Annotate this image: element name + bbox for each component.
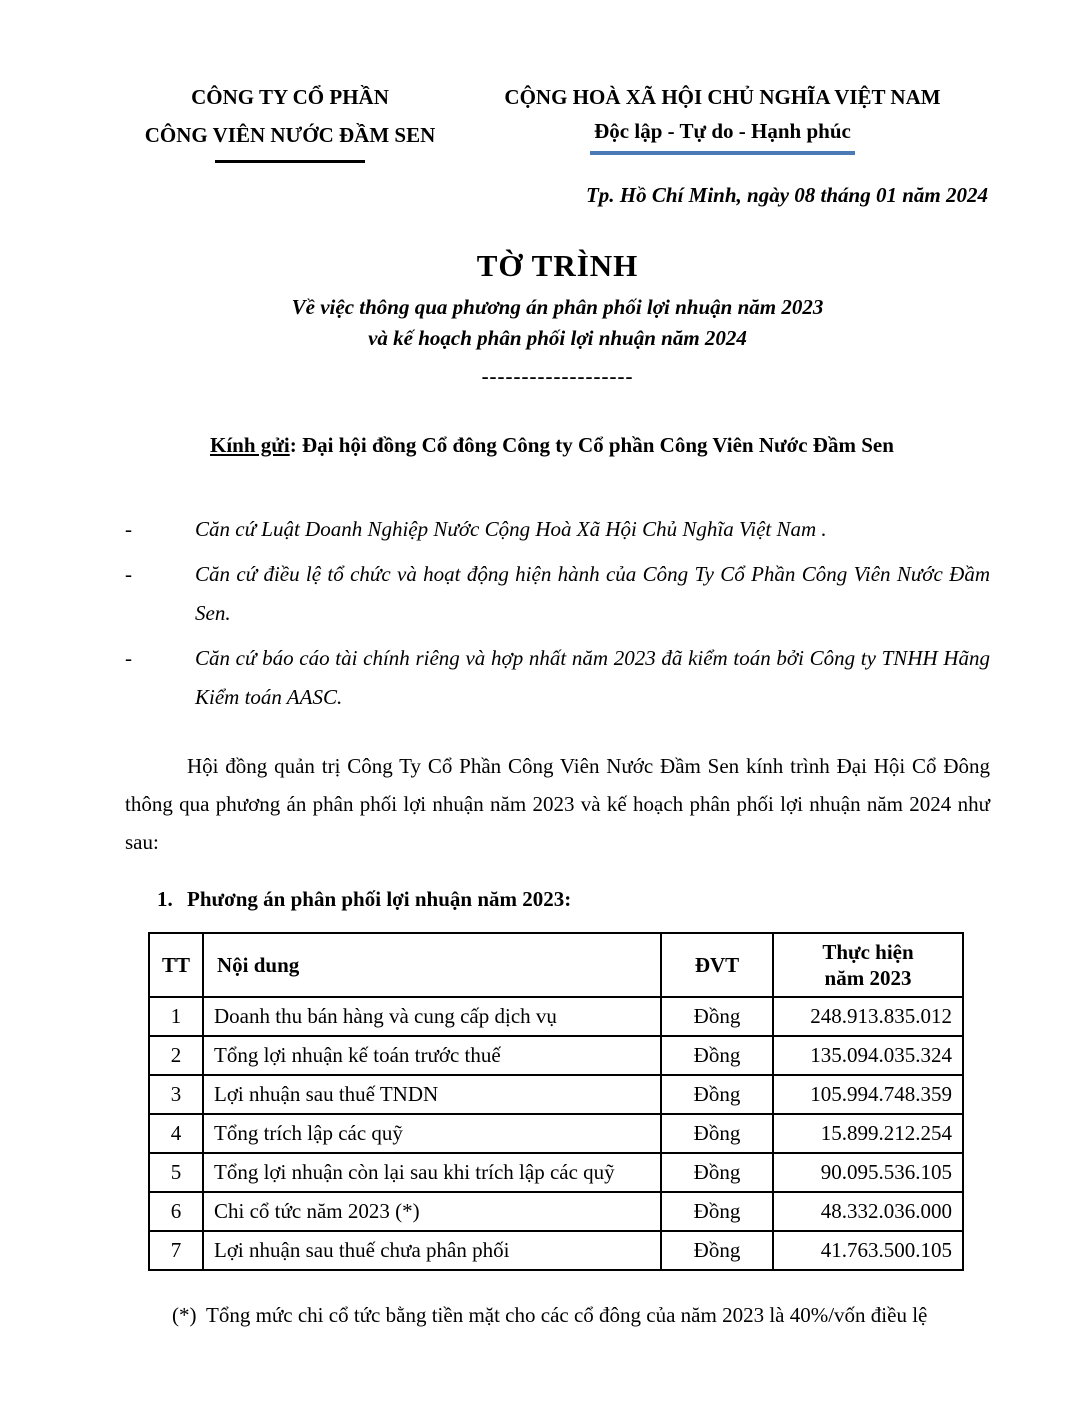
table-row bbox=[149, 1192, 963, 1231]
row-unit: Đồng bbox=[661, 1153, 773, 1192]
dash-divider: ------------------- bbox=[481, 364, 634, 388]
row-index: 3 bbox=[149, 1075, 203, 1114]
row-value: 135.094.035.324 bbox=[773, 1036, 963, 1075]
bullet-text: Căn cứ báo cáo tài chính riêng và hợp nhất năm 2023 đã kiểm toán bởi Công ty TNHH Hãng Kiểm toán AASC. bbox=[195, 646, 990, 709]
subtitle-line2: và kế hoạch phân phối lợi nhuận năm 2024 bbox=[368, 326, 747, 350]
column-header-value-line1: Thực hiện bbox=[822, 940, 914, 964]
row-unit: Đồng bbox=[661, 1231, 773, 1270]
list-item bbox=[125, 510, 990, 549]
org-name-line1: CÔNG TY CỔ PHẦN bbox=[191, 85, 389, 109]
row-label: Tổng trích lập các quỹ bbox=[203, 1114, 661, 1153]
row-index: 5 bbox=[149, 1153, 203, 1192]
page-title: TỜ TRÌNH bbox=[476, 248, 639, 283]
row-value: 248.913.835.012 bbox=[773, 997, 963, 1036]
legal-basis-list bbox=[125, 510, 990, 717]
row-unit: Đồng bbox=[661, 1036, 773, 1075]
org-name-block bbox=[125, 78, 455, 163]
footnote bbox=[172, 1303, 990, 1328]
org-name-line2: CÔNG VIÊN NƯỚC ĐẦM SEN bbox=[144, 123, 436, 147]
table-row bbox=[149, 1075, 963, 1114]
footnote-marker: (*) bbox=[172, 1303, 197, 1327]
row-unit: Đồng bbox=[661, 1114, 773, 1153]
table-row bbox=[149, 1036, 963, 1075]
row-label: Doanh thu bán hàng và cung cấp dịch vụ bbox=[203, 997, 661, 1036]
salutation-label: Kính gửi bbox=[210, 433, 290, 457]
subtitle-line1: Về việc thông qua phương án phân phối lợi nhuận năm 2023 bbox=[291, 295, 824, 319]
row-index: 7 bbox=[149, 1231, 203, 1270]
row-label: Tổng lợi nhuận kế toán trước thuế bbox=[203, 1036, 661, 1075]
bullet-text: Căn cứ điều lệ tổ chức và hoạt động hiện hành của Công Ty Cổ Phần Công Viên Nước Đầm Sen. bbox=[195, 562, 990, 625]
column-header-dvt: ĐVT bbox=[661, 933, 773, 997]
salutation-line bbox=[210, 433, 990, 458]
org-underline-rule bbox=[215, 160, 365, 163]
list-item bbox=[125, 555, 990, 633]
profit-distribution-table bbox=[148, 932, 964, 1271]
table-header-row bbox=[149, 933, 963, 997]
row-value: 15.899.212.254 bbox=[773, 1114, 963, 1153]
bullet-dash: - bbox=[125, 646, 132, 670]
bullet-dash: - bbox=[125, 517, 132, 541]
row-label: Tổng lợi nhuận còn lại sau khi trích lập các quỹ bbox=[203, 1153, 661, 1192]
body-paragraph: Hội đồng quản trị Công Ty Cổ Phần Công Viên Nước Đầm Sen kính trình Đại Hội Cổ Đông thông qua phương án phân phối lợi nhuận năm 2023 và kế hoạch phân phối lợi nhuận năm 2024 như sau: bbox=[125, 754, 990, 854]
row-index: 1 bbox=[149, 997, 203, 1036]
row-label: Lợi nhuận sau thuế chưa phân phối bbox=[203, 1231, 661, 1270]
row-index: 2 bbox=[149, 1036, 203, 1075]
row-value: 90.095.536.105 bbox=[773, 1153, 963, 1192]
table-row bbox=[149, 1153, 963, 1192]
column-header-tt: TT bbox=[149, 933, 203, 997]
footnote-text: Tổng mức chi cổ tức bằng tiền mặt cho các cổ đông của năm 2023 là 40%/vốn điều lệ bbox=[206, 1303, 928, 1327]
row-label: Chi cổ tức năm 2023 (*) bbox=[203, 1192, 661, 1231]
list-item bbox=[125, 639, 990, 717]
bullet-dash: - bbox=[125, 562, 132, 586]
row-label: Lợi nhuận sau thuế TNDN bbox=[203, 1075, 661, 1114]
table-row bbox=[149, 1114, 963, 1153]
row-value: 48.332.036.000 bbox=[773, 1192, 963, 1231]
table-row bbox=[149, 1231, 963, 1270]
section-title: Phương án phân phối lợi nhuận năm 2023: bbox=[187, 887, 572, 911]
national-title: CỘNG HOÀ XÃ HỘI CHỦ NGHĨA VIỆT NAM bbox=[504, 85, 941, 109]
row-value: 41.763.500.105 bbox=[773, 1231, 963, 1270]
section-number: 1. bbox=[157, 887, 173, 911]
salutation-text: : Đại hội đồng Cổ đông Công ty Cổ phần Công Viên Nước Đầm Sen bbox=[289, 433, 894, 457]
national-motto: Độc lập - Tự do - Hạnh phúc bbox=[590, 116, 855, 155]
place-date-line: Tp. Hồ Chí Minh, ngày 08 tháng 01 năm 2024 bbox=[585, 183, 988, 207]
column-header-value-line2: năm 2023 bbox=[824, 966, 912, 990]
row-value: 105.994.748.359 bbox=[773, 1075, 963, 1114]
document-header bbox=[125, 78, 990, 163]
row-index: 6 bbox=[149, 1192, 203, 1231]
row-index: 4 bbox=[149, 1114, 203, 1153]
column-header-value bbox=[773, 933, 963, 997]
row-unit: Đồng bbox=[661, 1075, 773, 1114]
section-1-heading bbox=[157, 887, 990, 912]
column-header-noidung: Nội dung bbox=[203, 933, 661, 997]
bullet-text: Căn cứ Luật Doanh Nghiệp Nước Cộng Hoà Xã Hội Chủ Nghĩa Việt Nam . bbox=[195, 517, 827, 541]
table-row bbox=[149, 997, 963, 1036]
row-unit: Đồng bbox=[661, 997, 773, 1036]
national-motto-block bbox=[455, 78, 990, 155]
row-unit: Đồng bbox=[661, 1192, 773, 1231]
